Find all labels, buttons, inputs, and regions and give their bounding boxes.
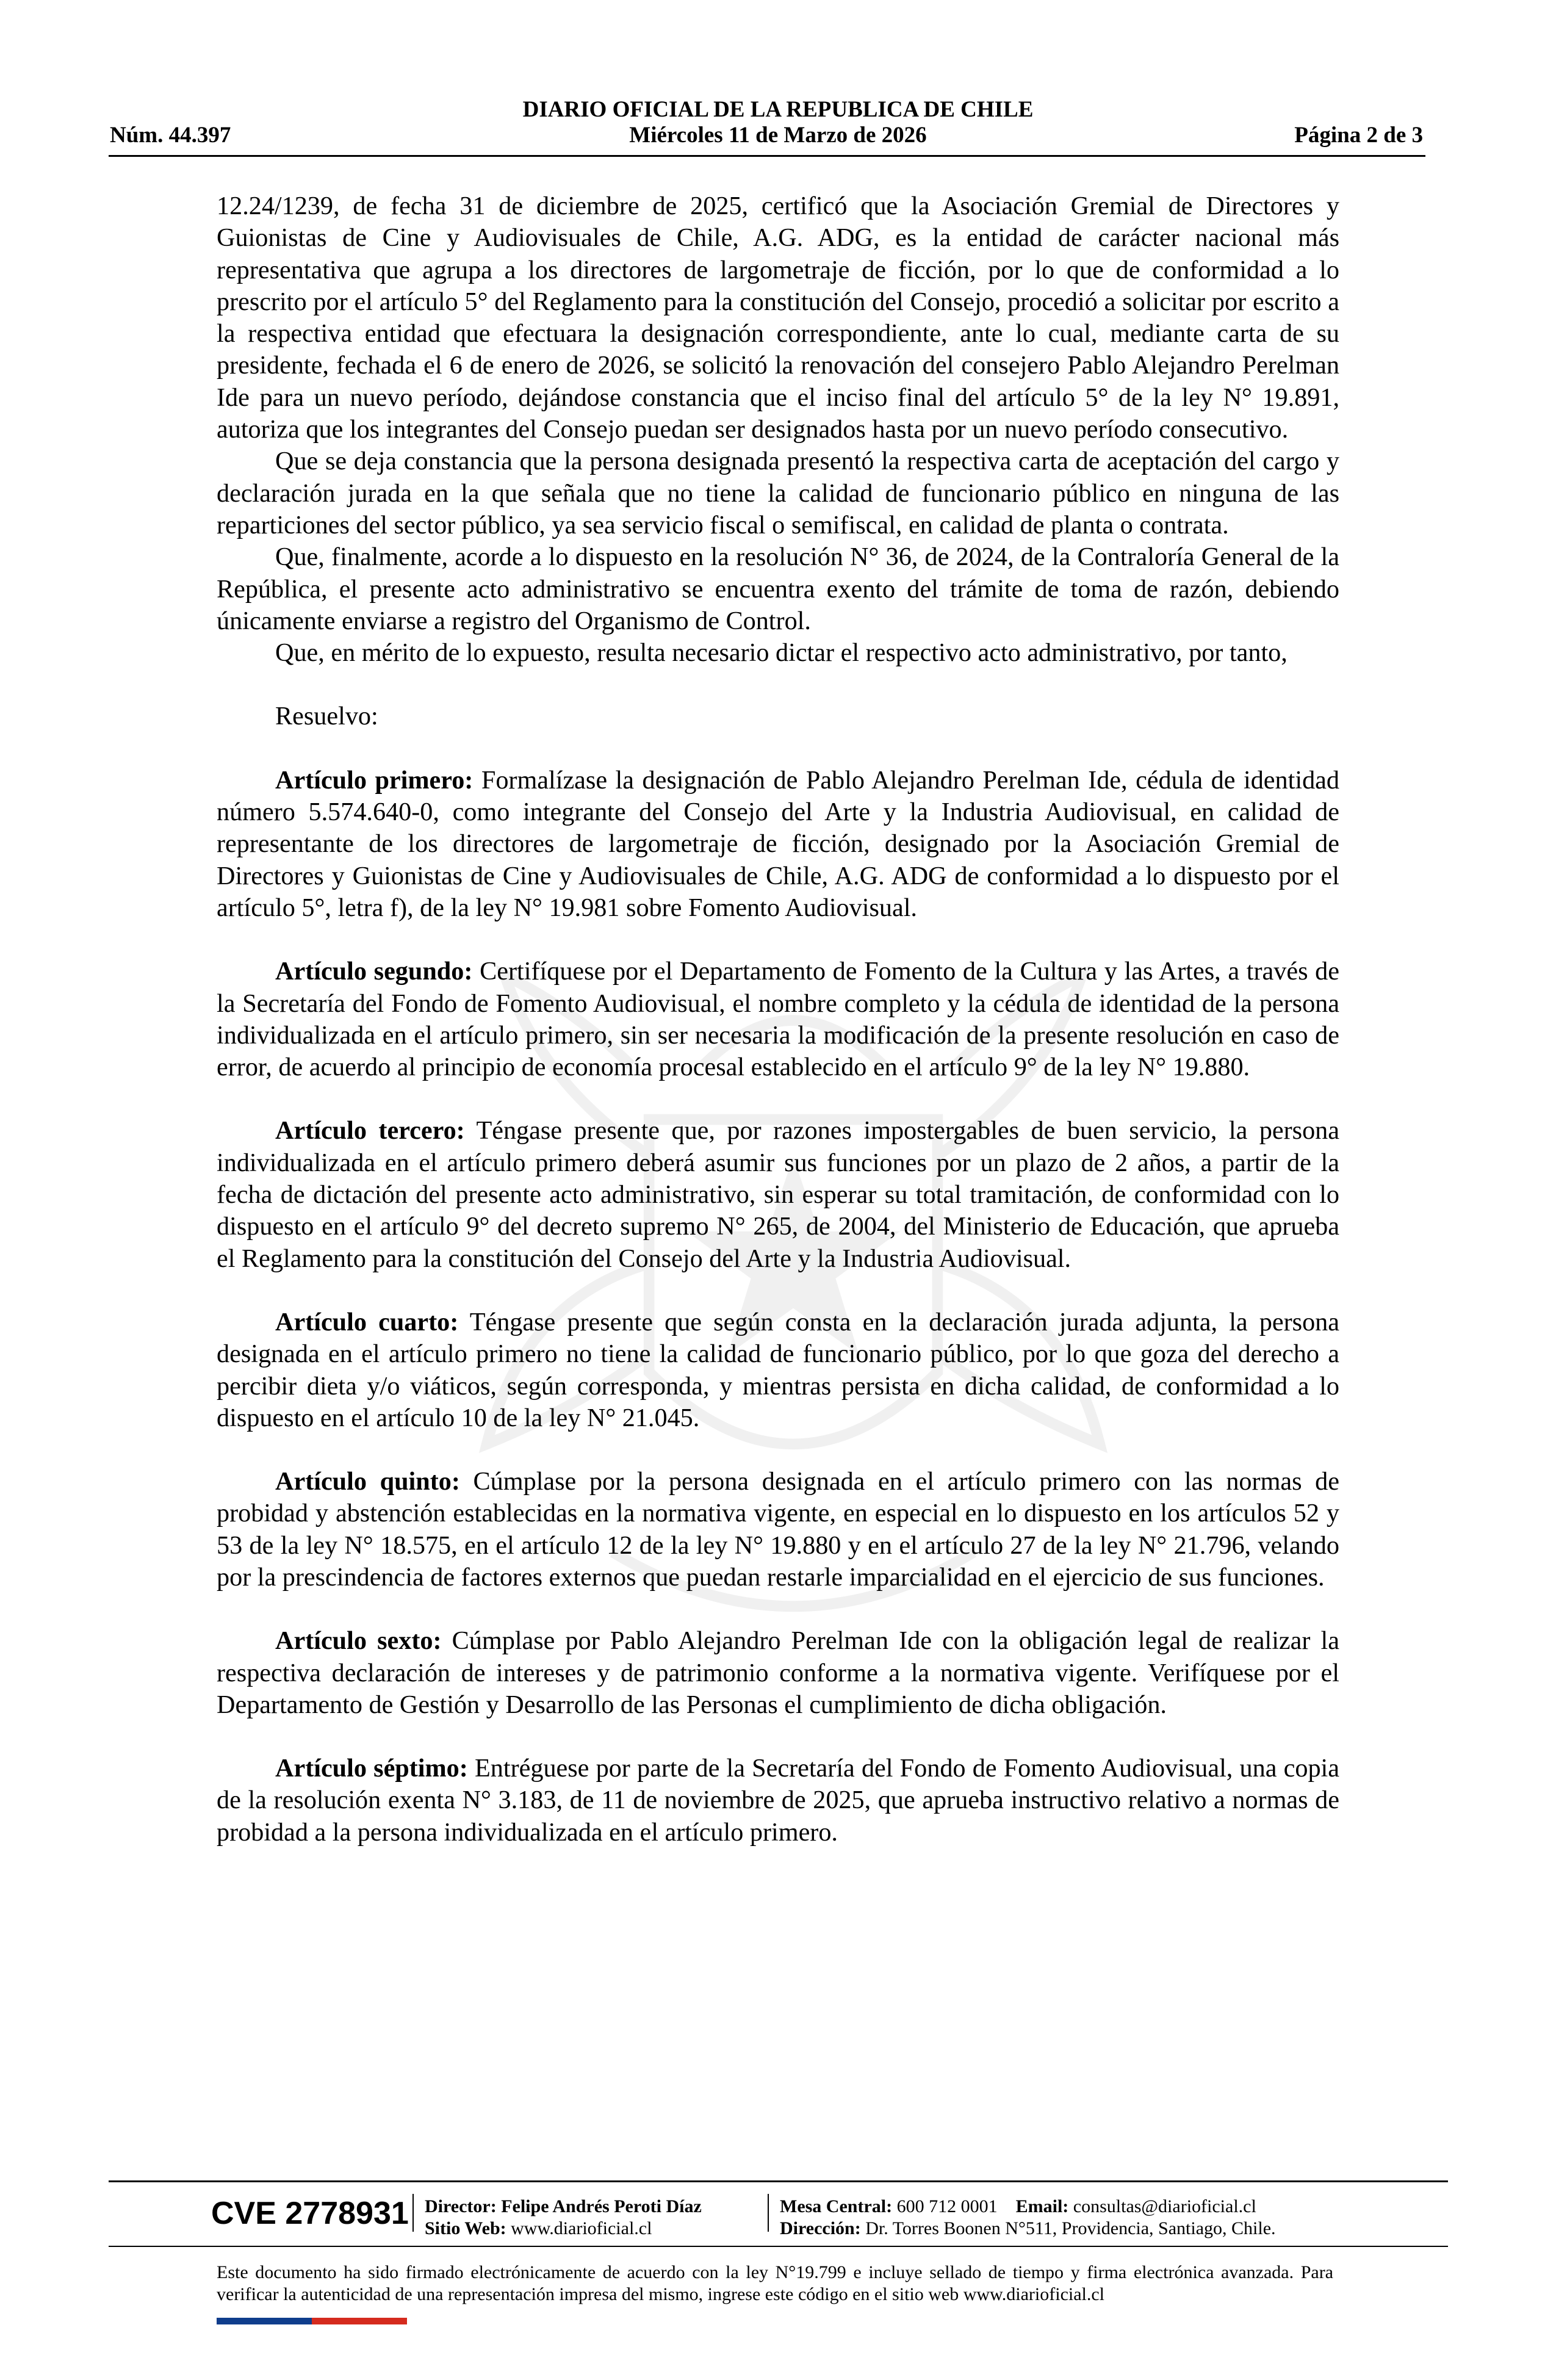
issue-number: Núm. 44.397 <box>110 123 231 148</box>
page-number: Página 2 de 3 <box>1294 123 1423 148</box>
article-sexto <box>217 1625 1339 1721</box>
article-heading: Artículo sexto: <box>275 1626 442 1656</box>
article-heading: Artículo segundo: <box>275 957 473 986</box>
website-label: Sitio Web: <box>425 2218 506 2238</box>
article-septimo <box>217 1753 1339 1848</box>
article-text: Entréguese por parte de la Secretaría del Fondo de Fomento Audiovisual, una copia de la resolución exenta N° 3.183, de 11 de noviembre de 2025, que aprueba instructivo relativo a normas de probidad a la persona individualizada en el artículo primero. <box>217 1754 1339 1847</box>
article-heading: Artículo primero: <box>275 765 474 795</box>
director-line <box>425 2196 702 2218</box>
article-text: Téngase presente que, por razones impostergables de buen servicio, la persona individualizada en el artículo primero deberá asumir sus funciones por un plazo de 2 años, a partir de la fecha de dictación del presente acto administrativo, sin esperar su total tramitación, de conformidad con lo dispuesto en el artículo 9° del decreto supremo N° 265, de 2004, del Ministerio de Educación, que aprueba el Reglamento para la constitución del Consejo del Arte y la Industria Audiovisual. <box>217 1116 1339 1273</box>
footer-divider <box>109 2180 1448 2182</box>
article-text: Certifíquese por el Departamento de Fomento de la Cultura y las Artes, a través de la Secretaría del Fondo de Fomento Audiovisual, el nombre completo y la cédula de identidad de la persona individualizada en el artículo primero, sin ser necesaria la modificación de la presente resolución en caso de error, de acuerdo al principio de economía procesal establecido en el artículo 9° de la ley N° 19.880. <box>217 957 1339 1082</box>
header-divider <box>109 155 1425 157</box>
address-label: Dirección: <box>780 2218 861 2238</box>
article-heading: Artículo cuarto: <box>275 1307 459 1336</box>
article-text: Cúmplase por Pablo Alejandro Perelman Ide con la obligación legal de realizar la respectiva declaración de intereses y de patrimonio conforme a la normativa vigente. Verifíquese por el Departamento de Gestión y Desarrollo de las Personas el cumplimiento de dicha obligación. <box>217 1626 1339 1719</box>
cve-code: CVE 2778931 <box>211 2196 409 2231</box>
address-line <box>780 2218 1276 2240</box>
flag-stripe <box>217 2318 407 2324</box>
article-text: Formalízase la designación de Pablo Alejandro Perelman Ide, cédula de identidad número 5.574.640-0, como integrante del Consejo del Arte y la Industria Audiovisual, en calidad de representante de los directores de largometraje de ficción, designado por la Asociación Gremial de Directores y Guionistas de Cine y Audiovisuales de Chile, A.G. ADG de conformidad a lo dispuesto por el artículo 5°, letra f), de la ley N° 19.981 sobre Fomento Audiovisual. <box>217 765 1339 922</box>
mesa-label: Mesa Central: <box>780 2196 893 2216</box>
footer-separator <box>768 2194 769 2232</box>
article-text: Téngase presente que según consta en la declaración jurada adjunta, la persona designada en el artículo primero no tiene la calidad de funcionario público, por lo que goza del derecho a percibir dieta y/o viáticos, según corresponda, y mientras persista en dicha calidad, de conformidad a lo dispuesto en el artículo 10 de la ley N° 21.045. <box>217 1307 1339 1432</box>
paragraph: Que se deja constancia que la persona designada presentó la respectiva carta de aceptación del cargo y declaración jurada en la que señala que no tiene la calidad de funcionario público en ninguna de las reparticiones del sector público, ya sea servicio fiscal o semifiscal, en calidad de planta o contrata. <box>217 447 1339 539</box>
article-heading: Artículo tercero: <box>275 1116 465 1145</box>
issue-date: Miércoles 11 de Marzo de 2026 <box>629 123 927 148</box>
article-heading: Artículo quinto: <box>275 1467 460 1496</box>
article-quinto <box>217 1466 1339 1593</box>
resuelvo-heading: Resuelvo: <box>275 702 378 731</box>
paragraph: 12.24/1239, de fecha 31 de diciembre de 2025, certificó que la Asociación Gremial de Directores y Guionistas de Cine y Audiovisuales de Chile, A.G. ADG, es la entidad de carácter nacional más representativa que agrupa a los directores de largometraje de ficción, por lo que de conformidad a lo prescrito por el artículo 5° del Reglamento para la constitución del Consejo, procedió a solicitar por escrito a la respectiva entidad que efectuara la designación correspondiente, ante lo cual, mediante carta de su presidente, fechada el 6 de enero de 2026, se solicitó la renovación del consejero Pablo Alejandro Perelman Ide para un nuevo período, dejándose constancia que el inciso final del artículo 5° de la ley N° 19.891, autoriza que los integrantes del Consejo puedan ser designados hasta por un nuevo período consecutivo. <box>217 192 1339 444</box>
article-text: Cúmplase por la persona designada en el artículo primero con las normas de probidad y abstención establecidas en la normativa vigente, en especial en lo dispuesto en los artículos 52 y 53 de la ley N° 18.575, en el artículo 12 de la ley N° 19.880 y en el artículo 27 de la ley N° 21.796, velando por la prescindencia de factores externos que puedan restarle imparcialidad en el ejercicio de sus funciones. <box>217 1467 1339 1592</box>
director-name: Felipe Andrés Peroti Díaz <box>501 2196 702 2216</box>
article-tercero <box>217 1115 1339 1274</box>
flag-stripe-blue <box>217 2318 312 2324</box>
email-link[interactable]: consultas@diarioficial.cl <box>1073 2196 1256 2216</box>
contact-line <box>780 2196 1256 2218</box>
signature-notice: Este documento ha sido firmado electrónicamente de acuerdo con la ley N°19.799 e incluye sellado de tiempo y firma electrónica avanzada. Para verificar la autenticidad de una representación impresa del mismo, ingrese este código en el sitio web www.diarioficial.cl <box>217 2262 1333 2304</box>
footer-separator <box>412 2194 414 2232</box>
flag-stripe-red <box>312 2318 407 2324</box>
article-primero <box>217 765 1339 924</box>
address-value: Dr. Torres Boonen N°511, Providencia, Santiago, Chile. <box>865 2218 1276 2238</box>
document-body <box>217 190 1339 1848</box>
footer-divider <box>109 2246 1448 2247</box>
article-cuarto <box>217 1307 1339 1434</box>
newspaper-title: DIARIO OFICIAL DE LA REPUBLICA DE CHILE <box>522 97 1034 122</box>
website-link[interactable]: www.diarioficial.cl <box>511 2218 652 2238</box>
article-segundo <box>217 956 1339 1083</box>
paragraph: Que, finalmente, acorde a lo dispuesto en la resolución N° 36, de 2024, de la Contraloría General de la República, el presente acto administrativo se encuentra exento del trámite de toma de razón, debiendo únicamente enviarse a registro del Organismo de Control. <box>217 543 1339 635</box>
mesa-phone: 600 712 0001 <box>896 2196 998 2216</box>
website-line <box>425 2218 652 2240</box>
email-label: Email: <box>1015 2196 1069 2216</box>
article-heading: Artículo séptimo: <box>275 1754 468 1783</box>
director-label: Director: <box>425 2196 497 2216</box>
paragraph: Que, en mérito de lo expuesto, resulta necesario dictar el respectivo acto administrativo, por tanto, <box>275 638 1288 668</box>
